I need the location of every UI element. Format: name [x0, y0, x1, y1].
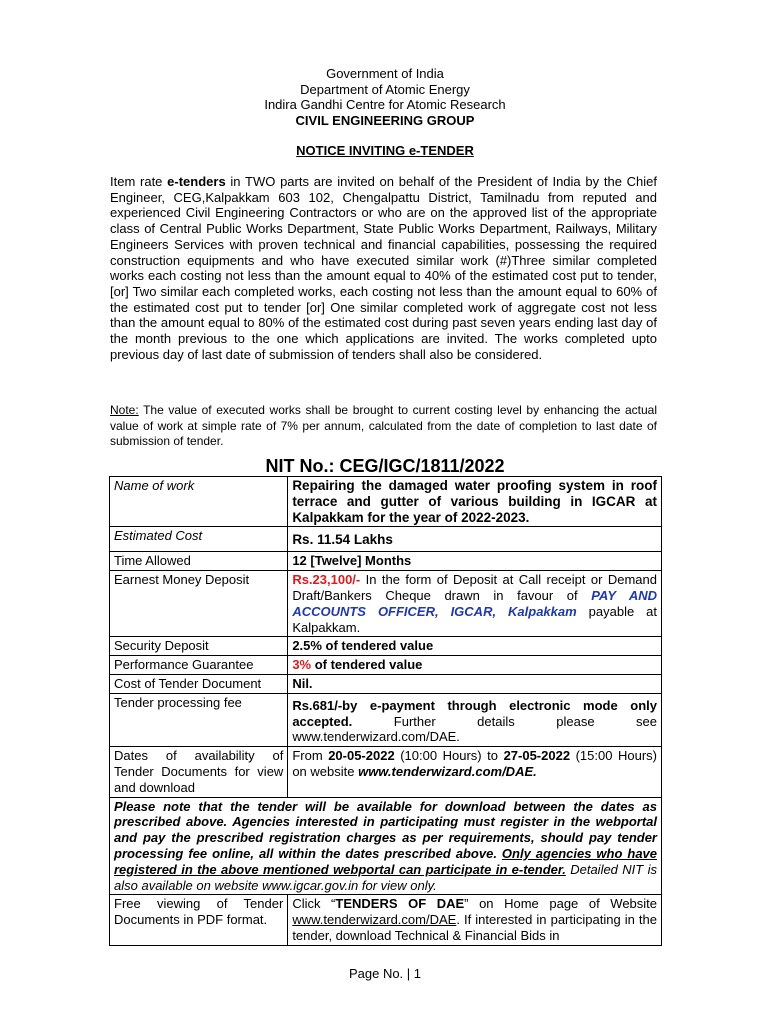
table-row — [110, 747, 662, 797]
free-viewing-label: Free viewing of Tender Documents in PDF format. — [110, 895, 288, 945]
header-government: Government of India — [326, 66, 444, 81]
table-row — [110, 637, 662, 656]
intro-text-start: Item rate — [110, 174, 168, 189]
free-text-start: Click “ — [292, 896, 336, 912]
dates-website: www.tenderwizard.com/DAE. — [358, 763, 537, 779]
performance-guarantee-value — [288, 656, 662, 675]
table-row — [110, 477, 662, 527]
please-note-text: Please note that the tender will be available for download between the dates as prescribed above. Agencies interested in participating must register in the webportal and pay the prescribed registration charges as per requirements, should pay tender processing fee online, all within the dates prescribed above. — [114, 798, 657, 861]
table-row — [110, 895, 662, 945]
please-note-underlined: Only agencies who have registered in the above mentioned webportal can participate in e-tender. — [114, 845, 658, 877]
intro-text-rest: in TWO parts are invited on behalf of the President of India by the Chief Engineer, CEG,Kalpakkam 603 102, Chengalpattu District, Tamilnadu from reputed and experienced Civil Engineering Contractors or who are on the approved list of the appropriate class of Central Public Works Department, State Public Works Department, Railways, Military Engineers Services with proven technical and financial capabilities, possessing the required construction equipments and who have executed similar work (#)Three similar completed works each costing not less than the amount equal to 40% of the estimated cost put to tender, [or] Two similar each completed works, each costing not less than the amount equal to 60% of the estimated cost put to tender [or] One similar completed work of aggregate cost not less than the amount equal to 80% of the estimated cost during past seven years ending last day of the month previous to the one which applications are invited. The works completed upto previous day of last date of submission of tenders shall also be considered. — [110, 174, 657, 362]
processing-fee-text: Further details please see www.tenderwizard.com/DAE. — [292, 713, 657, 745]
table-row — [110, 552, 662, 571]
table-row — [110, 693, 662, 746]
time-allowed-value: 12 [Twelve] Months — [288, 552, 662, 571]
emd-label: Earnest Money Deposit — [110, 571, 288, 637]
estimated-cost-label: Estimated Cost — [110, 527, 288, 552]
table-row — [110, 797, 662, 895]
header-group: CIVIL ENGINEERING GROUP — [295, 112, 475, 128]
cost-of-document-label: Cost of Tender Document — [110, 674, 288, 693]
performance-percent: 3% — [292, 657, 312, 673]
emd-amount: Rs.23,100/- — [292, 572, 361, 588]
cost-of-document-value: Nil. — [288, 674, 662, 693]
security-deposit-label: Security Deposit — [110, 637, 288, 656]
emd-text-end: payable at Kalpakkam. — [292, 603, 657, 635]
performance-guarantee-label: Performance Guarantee — [110, 656, 288, 675]
processing-fee-label: Tender processing fee — [110, 693, 288, 746]
letterhead — [0, 66, 770, 128]
header-centre: Indira Gandhi Centre for Atomic Research — [264, 97, 506, 112]
page-number: Page No. | 1 — [348, 966, 422, 981]
free-text-mid: ” on Home page of Website — [464, 896, 658, 912]
security-deposit-value: 2.5% of tendered value — [288, 637, 662, 656]
dates-label: Dates of availability of Tender Documents for view and download — [110, 747, 288, 797]
nit-details-table — [109, 476, 662, 946]
note-text: The value of executed works shall be brought to current costing level by enhancing the actual value of work at simple rate of 7% per annum, calculated from the date of completion to last date of submission of tender. — [110, 403, 657, 448]
estimated-cost-value: Rs. 11.54 Lakhs — [288, 527, 662, 552]
table-row — [110, 527, 662, 552]
name-of-work-value: Repairing the damaged water proofing system in roof terrace and gutter of various building in IGCAR at Kalpakkam for the year of 2022-2023. — [288, 477, 662, 527]
table-row — [110, 571, 662, 637]
nit-number: NIT No.: CEG/IGC/1811/2022 — [265, 456, 505, 476]
dates-start: 20-05-2022 — [328, 748, 395, 764]
tenderwizard-link[interactable]: www.tenderwizard.com/DAE — [292, 912, 457, 928]
dates-value — [288, 747, 662, 797]
note-label: Note: — [110, 403, 139, 417]
intro-bold-term: e-tenders — [167, 174, 226, 189]
header-department: Department of Atomic Energy — [300, 81, 470, 97]
notice-title: NOTICE INVITING e-TENDER — [296, 143, 474, 158]
please-note-cell — [110, 797, 662, 895]
performance-text: of tendered value — [311, 657, 423, 673]
processing-fee-bold: Rs.681/-by e-payment through electronic mode only accepted. — [292, 697, 657, 729]
note-paragraph — [110, 403, 657, 450]
intro-paragraph — [110, 174, 657, 362]
name-of-work-label: Name of work — [110, 477, 288, 527]
dates-mid: (10:00 Hours) to — [394, 748, 504, 764]
emd-text: In the form of Deposit at Call receipt or Demand Draft/Bankers Cheque drawn in favour of — [292, 572, 657, 603]
table-row — [110, 656, 662, 675]
time-allowed-label: Time Allowed — [110, 552, 288, 571]
table-row — [110, 674, 662, 693]
free-text-end: . If interested in participating in the tender, download Technical & Financial Bids in — [292, 912, 657, 943]
processing-fee-value — [288, 693, 662, 746]
emd-payee: PAY AND ACCOUNTS OFFICER, IGCAR, Kalpakkam — [292, 587, 657, 619]
emd-value — [288, 571, 662, 637]
dates-tail: (15:00 Hours) on website — [292, 748, 658, 779]
dates-from: From — [292, 748, 329, 764]
free-viewing-value — [288, 895, 662, 945]
free-bold: TENDERS OF DAE — [335, 896, 465, 912]
dates-end: 27-05-2022 — [503, 748, 571, 764]
please-note-tail: Detailed NIT is also available on website www.igcar.gov.in for view only. — [114, 861, 657, 893]
